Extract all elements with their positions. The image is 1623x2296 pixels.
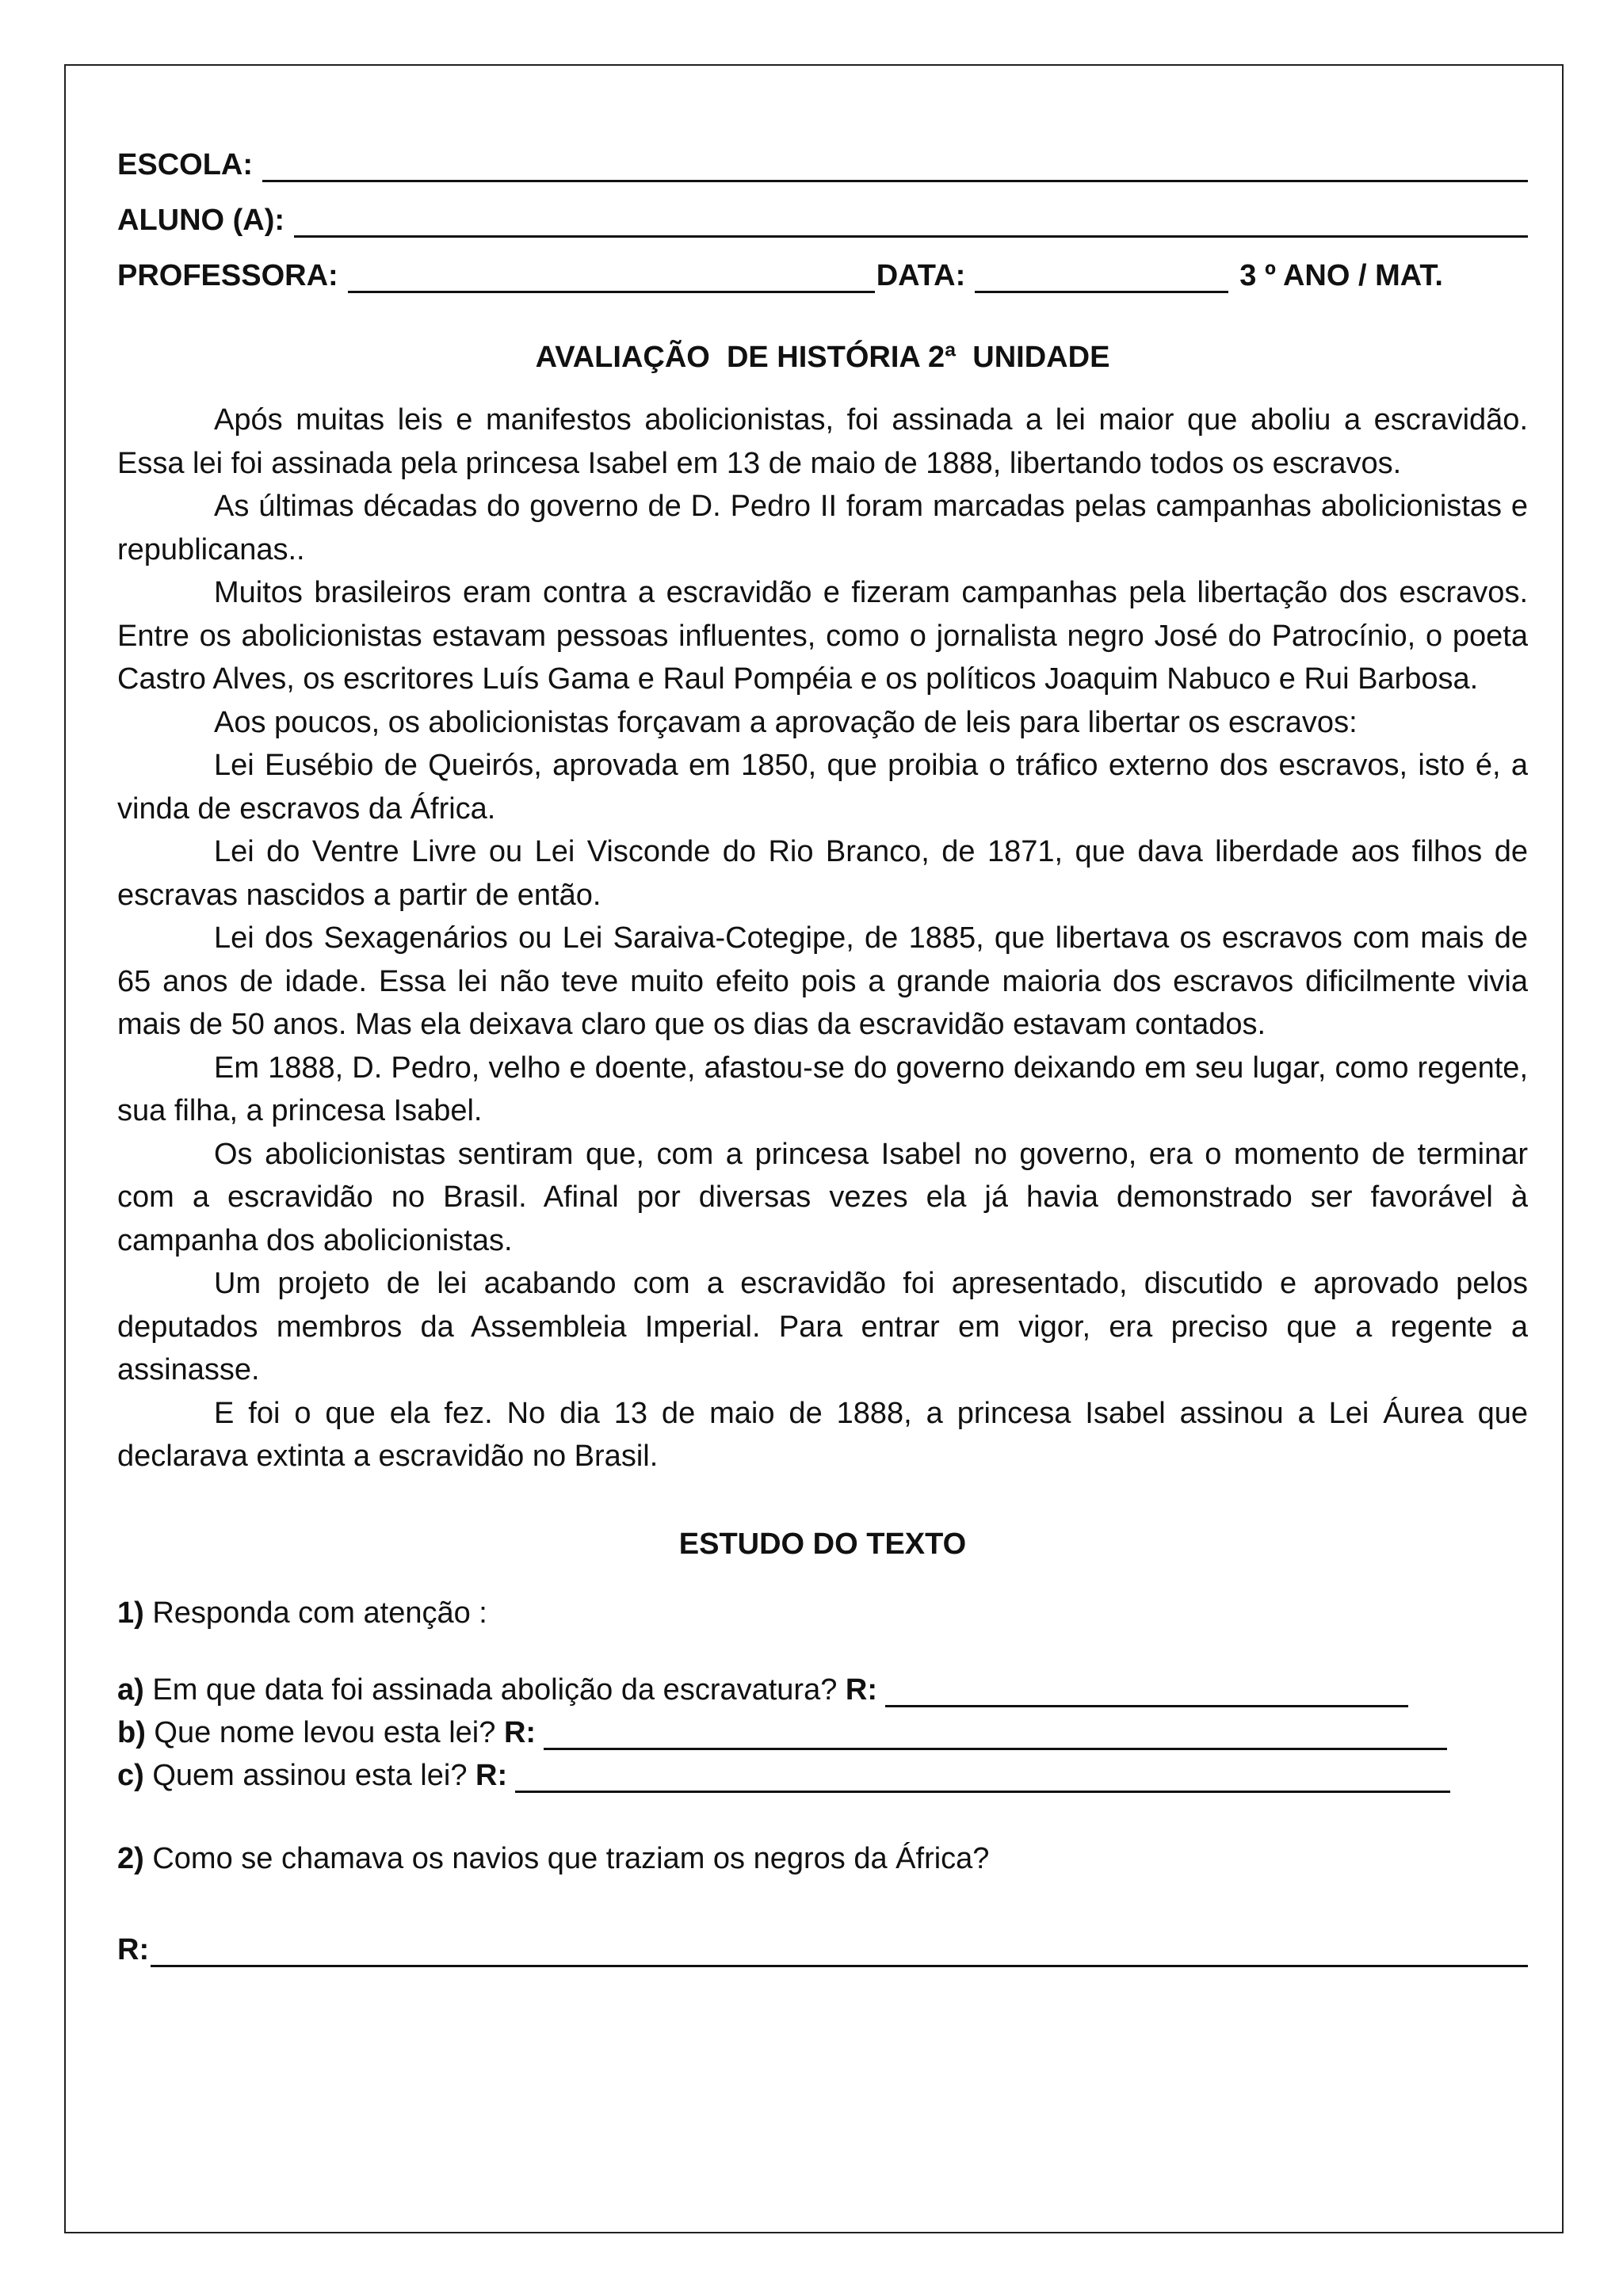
question-number: 1)	[117, 1596, 144, 1630]
aluno-label: ALUNO (A):	[117, 204, 285, 237]
reading-text	[117, 399, 1528, 1478]
paragraph: Em 1888, D. Pedro, velho e doente, afastou-se do governo deixando em seu lugar, como regente, sua filha, a princesa Isabel.	[117, 1051, 1528, 1127]
answer-field[interactable]	[885, 1681, 1408, 1707]
aluno-field[interactable]	[294, 208, 1528, 238]
question-2	[117, 1837, 1528, 1880]
question-text: Responda com atenção :	[143, 1596, 487, 1630]
page-title: AVALIAÇÃO DE HISTÓRIA 2ª UNIDADE	[535, 341, 1110, 374]
data-label: DATA:	[876, 259, 966, 292]
escola-field[interactable]	[262, 153, 1528, 182]
paragraph: Os abolicionistas sentiram que, com a princesa Isabel no governo, era o momento de terminar com a escravidão no Brasil. Afinal por diversas vezes ela já havia demonstrado ser favorável à campanha dos abolicionistas.	[117, 1137, 1528, 1257]
answer-label: R:	[503, 1715, 537, 1749]
professora-field[interactable]	[348, 264, 875, 293]
answer-label: R:	[117, 1932, 150, 1966]
question-text: Como se chamava os navios que traziam os negros da África?	[143, 1841, 990, 1875]
aluno-line	[117, 182, 1528, 238]
question-1c	[117, 1750, 1528, 1793]
question-text: Quem assinou esta lei?	[143, 1758, 476, 1792]
answer-label: R:	[475, 1758, 508, 1792]
section-title: ESTUDO DO TEXTO	[678, 1527, 967, 1561]
question-1a	[117, 1665, 1528, 1707]
paragraph: Aos poucos, os abolicionistas forçavam a aprovação de leis para libertar os escravos:	[214, 705, 1358, 739]
exam-sheet	[117, 127, 1528, 1967]
professora-label: PROFESSORA:	[117, 259, 338, 292]
paragraph: Um projeto de lei acabando com a escravidão foi apresentado, discutido e aprovado pelos deputados membros da Assembleia Imperial. Para entrar em vigor, era preciso que a regente a assinasse.	[117, 1267, 1528, 1386]
paragraph: Muitos brasileiros eram contra a escravidão e fizeram campanhas pela libertação dos escravos. Entre os abolicionistas estavam pessoas influentes, como o jornalista negro José do Patrocínio, o poeta Castro Alves, os escritores Luís Gama e Raul Pompéia e os políticos Joaquim Nabuco e Rui Barbosa.	[117, 576, 1528, 696]
answer-field[interactable]	[151, 1941, 1528, 1967]
question-letter: b)	[117, 1715, 146, 1749]
serie-label: 3 º ANO / MAT.	[1239, 259, 1443, 292]
question-letter: a)	[117, 1672, 144, 1707]
paragraph: Lei dos Sexagenários ou Lei Saraiva-Cotegipe, de 1885, que libertava os escravos com mais de 65 anos de idade. Essa lei não teve muito efeito pois a grande maioria dos escravos dificilmente vivia mais de 50 anos. Mas ela deixava claro que os dias da escravidão estavam contados.	[117, 921, 1528, 1041]
paragraph: Após muitas leis e manifestos abolicionistas, foi assinada a lei maior que aboliu a escravidão. Essa lei foi assinada pela princesa Isabel em 13 de maio de 1888, libertando todos os escravos.	[117, 403, 1528, 480]
answer-field[interactable]	[515, 1767, 1450, 1793]
answer-field[interactable]	[544, 1724, 1447, 1750]
question-letter: c)	[117, 1758, 144, 1792]
paragraph: Lei do Ventre Livre ou Lei Visconde do Rio Branco, de 1871, que dava liberdade aos filhos de escravas nascidos a partir de então.	[117, 835, 1528, 912]
question-1b	[117, 1707, 1528, 1750]
escola-line	[117, 127, 1528, 182]
question-text: Que nome levou esta lei?	[145, 1715, 504, 1749]
question-text: Em que data foi assinada abolição da escravatura?	[143, 1672, 846, 1707]
paragraph: As últimas décadas do governo de D. Pedro II foram marcadas pelas campanhas abolicionistas e republicanas..	[117, 490, 1528, 566]
paragraph: Lei Eusébio de Queirós, aprovada em 1850, que proibia o tráfico externo dos escravos, isto é, a vinda de escravos da África.	[117, 749, 1528, 826]
professora-line	[117, 238, 1528, 293]
escola-label: ESCOLA:	[117, 148, 253, 181]
question-1	[117, 1592, 1528, 1634]
answer-label: R:	[845, 1672, 878, 1707]
question-2-answer	[117, 1924, 1528, 1967]
data-field[interactable]	[975, 264, 1228, 293]
paragraph: E foi o que ela fez. No dia 13 de maio de 1888, a princesa Isabel assinou a Lei Áurea que declarava extinta a escravidão no Brasil.	[117, 1396, 1528, 1473]
question-number: 2)	[117, 1841, 144, 1875]
